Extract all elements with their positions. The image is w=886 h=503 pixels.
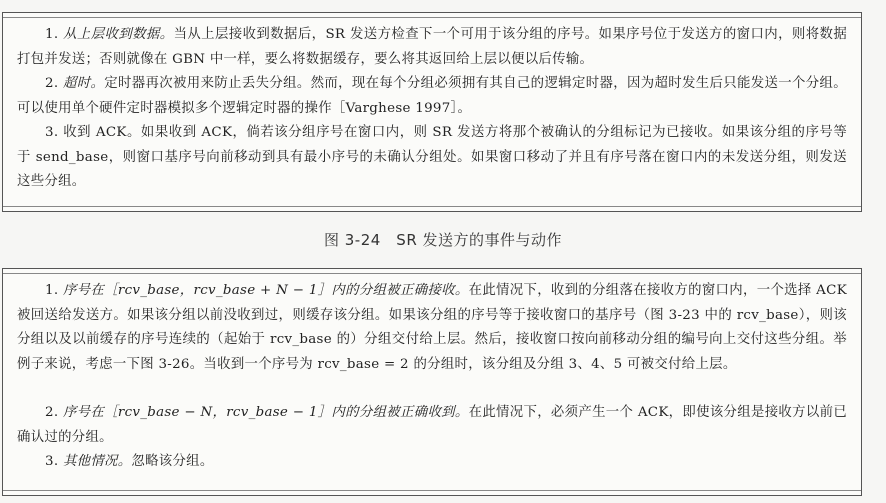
item-text: 定时器再次被用来防止丢失分组。然而，现在每个分组必须拥有其自己的逻辑定时器，因为超时发生后只能发送一个分组。可以使用单个硬件定时器模拟多个逻辑定时器的操作［Varghese 1997］。 [17, 76, 847, 116]
figure-caption: 图 3-24 SR 发送方的事件与动作 [323, 231, 563, 249]
item-text: 忽略该分组。 [131, 454, 214, 469]
item-term: 收到 ACK。 [63, 125, 141, 140]
item-text: 在此情况下，必须产生一个 ACK，即使该分组是接收方以前已确认过的分组。 [17, 405, 848, 445]
item-number: 2. [45, 405, 59, 420]
sender-event-3 [17, 121, 847, 195]
receiver-event-1 [17, 279, 847, 377]
item-number: 3. [45, 125, 59, 140]
item-number: 3. [45, 454, 59, 469]
item-term: 序号在［rcv_base，rcv_base + N − 1］内的分组被正确接收。 [62, 283, 469, 298]
item-number: 2. [45, 76, 59, 91]
sender-event-2 [17, 72, 847, 121]
item-number: 1. [45, 283, 59, 298]
item-term: 从上层收到数据。 [63, 27, 174, 42]
box-top-rule [3, 17, 861, 18]
item-term: 超时。 [63, 76, 105, 91]
item-text: 如果收到 ACK，倘若该分组序号在窗口内，则 SR 发送方将那个被确认的分组标记为已接收。如果该分组的序号等于 send_base，则窗口基序号向前移动到具有最小序号的未确认分组处。如果窗口移动了并且有序号落在窗口内的未发送分组，则发送这些分组。 [17, 125, 848, 189]
item-number: 1. [45, 27, 59, 42]
sr-sender-events-box [2, 12, 862, 212]
box-bottom-rule [3, 490, 861, 491]
item-text: 当从上层接收到数据后，SR 发送方检查下一个可用于该分组的序号。如果序号位于发送方的窗口内，则将数据打包并发送；否则就像在 GBN 中一样，要么将数据缓存，要么将其返回给上层以便以后传输。 [17, 27, 848, 67]
item-term: 其他情况。 [62, 454, 132, 469]
box-top-rule [3, 273, 861, 274]
item-text: 在此情况下，收到的分组落在接收方的窗口内，一个选择 ACK 被回送给发送方。如果该分组以前没收到过，则缓存该分组。如果该分组的序号等于接收窗口的基序号（图 3-23 中的 rcv_base），则该分组以及以前缓存的序号连续的（起始于 rcv_base 的）分组交付给上层。然后，接收窗口按向前移动分组的编号向上交付这些分组。举例子来说，考虑一下图 3-26。当收到一个序号为 rcv_base = 2 的分组时，该分组及分组 3、4、5 可被交付给上层。 [17, 283, 848, 372]
item-term: 序号在［rcv_base − N，rcv_base − 1］内的分组被正确收到。 [62, 405, 469, 420]
box-bottom-rule [3, 206, 861, 207]
receiver-event-3 [17, 450, 847, 475]
sender-event-1 [17, 23, 847, 72]
sr-receiver-events-box [2, 268, 862, 496]
receiver-event-2 [17, 401, 847, 450]
